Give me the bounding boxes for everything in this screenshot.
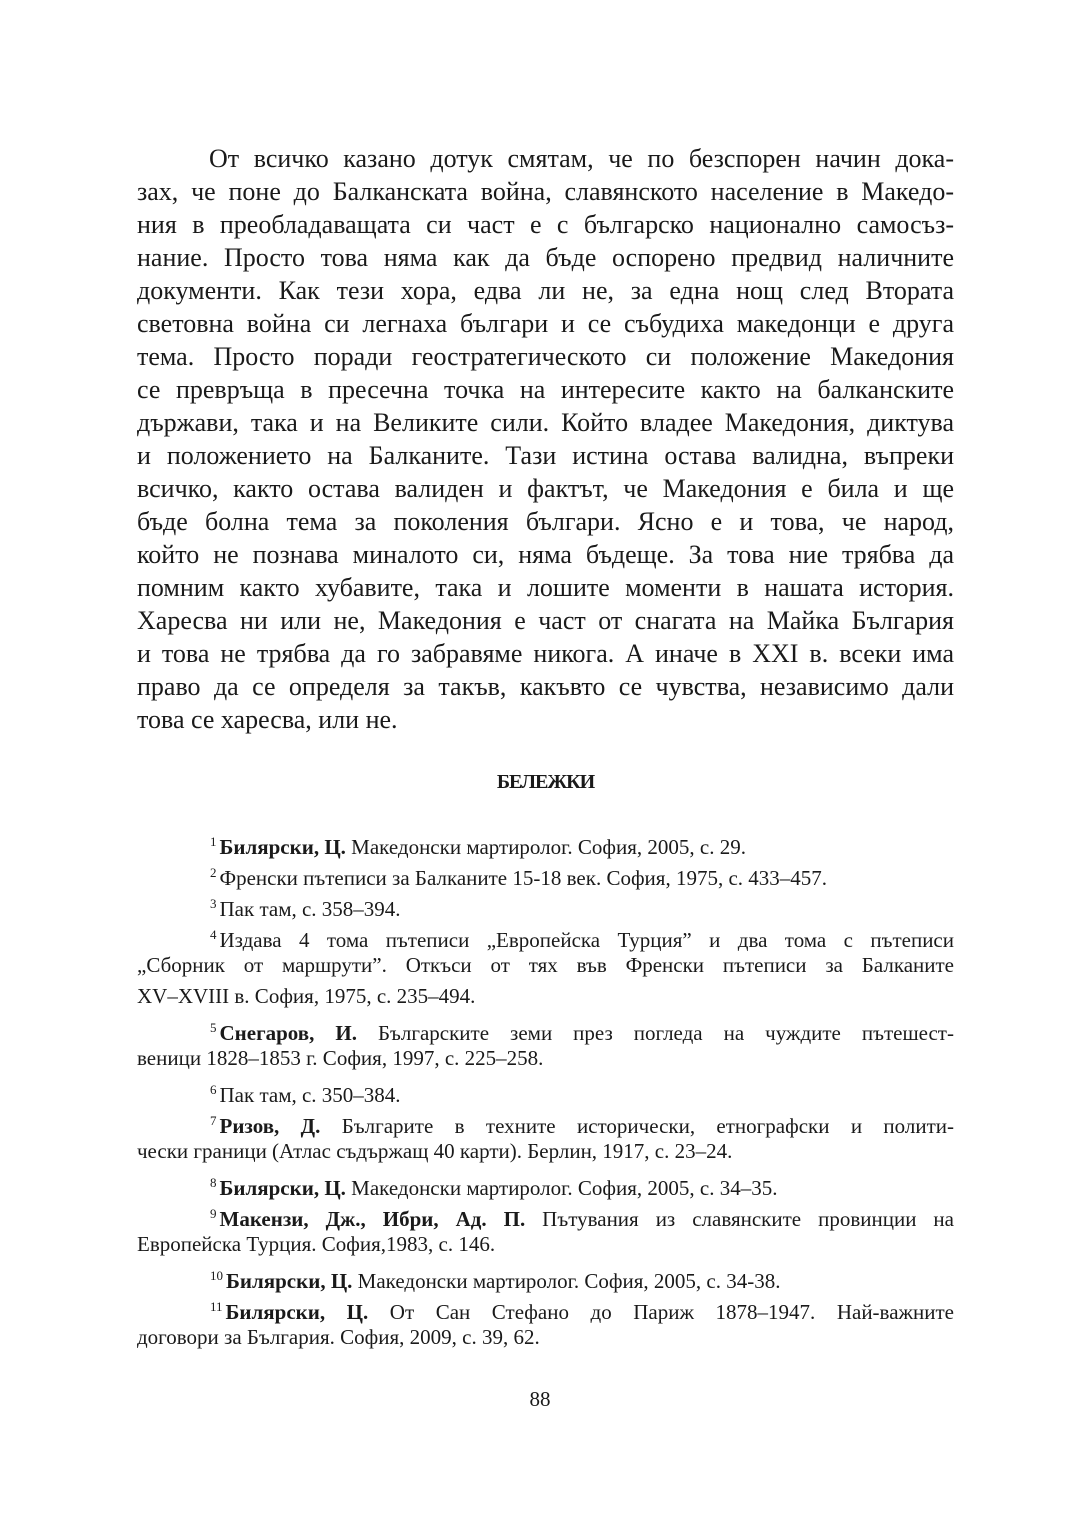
note-item	[137, 1260, 954, 1291]
note-item	[137, 1198, 954, 1229]
note-item	[137, 919, 954, 950]
note-text: Македонски мартиролог. София, 2005, с. 34–35.	[345, 1176, 778, 1200]
paragraph-line: помним както хубавите, така и лошите моменти в нашата история.	[137, 573, 954, 602]
note-author: Билярски, Ц.	[225, 1300, 369, 1324]
note-author: Макензи, Дж., Ибри, Ад. П.	[219, 1207, 526, 1231]
paragraph-line: това се харесва, или не.	[137, 705, 398, 734]
note-author: Ризов, Д.	[219, 1114, 321, 1138]
note-continuation: чески граници (Атлас съдържащ 40 карти). Берлин, 1917, с. 23–24.	[137, 1139, 733, 1163]
note-item	[137, 1167, 954, 1198]
note-author: Билярски, Ц.	[226, 1269, 353, 1293]
note-continuation: Европейска Турция. София,1983, с. 146.	[137, 1232, 496, 1256]
paragraph-line: право да се определя за такъв, какъвто се чувства, независимо дали	[137, 672, 954, 701]
note-number: 11	[210, 1299, 223, 1314]
note-item	[137, 1074, 954, 1105]
note-continuation: договори за България. София, 2009, с. 39, 62.	[137, 1325, 540, 1349]
paragraph-line: и това не трябва да го забравяме никога. А иначе в XXI в. всеки има	[137, 639, 954, 668]
paragraph-line: и положението на Балканите. Тази истина остава валидна, въпреки	[137, 441, 954, 470]
note-author: Снегаров, И.	[219, 1021, 357, 1045]
note-item	[137, 857, 954, 888]
note-number: 1	[210, 834, 217, 849]
note-number: 2	[210, 865, 217, 880]
note-continuation: веници 1828–1853 г. София, 1997, с. 225–258.	[137, 1046, 544, 1070]
paragraph-line: нание. Просто това няма как да бъде оспорено предвид наличните	[137, 243, 954, 272]
note-text: Пак там, с. 358–394.	[219, 897, 401, 921]
note-text: Македонски мартиролог. София, 2005, с. 34-38.	[352, 1269, 781, 1293]
paragraph-line: който не познава миналото си, няма бъдеще. За това ние трябва да	[137, 540, 954, 569]
main-paragraph	[137, 142, 954, 736]
note-text: От Сан Стефано до Париж 1878–1947. Най-важните	[368, 1300, 954, 1324]
note-number: 8	[210, 1175, 217, 1190]
paragraph-line: ния в преобладаващата си част е с българско национално самосъз-	[137, 210, 954, 239]
note-item	[137, 1105, 954, 1136]
note-text: Пътувания из славянските провинции на	[525, 1207, 954, 1231]
note-number: 10	[210, 1268, 223, 1283]
paragraph-line: световна война си легнаха българи и се събудиха македонци е друга	[137, 309, 954, 338]
note-number: 9	[210, 1206, 217, 1221]
paragraph-line: всичко, както остава валиден и фактът, че Македония е била и ще	[137, 474, 954, 503]
note-number: 7	[210, 1113, 217, 1128]
note-continuation: „Сборник от маршрути”. Откъси от тях във Френски пътеписи за Балканите	[137, 953, 954, 977]
note-item	[137, 826, 954, 857]
note-author: Билярски, Ц.	[219, 835, 346, 859]
paragraph-line: зах, че поне до Балканската война, славянското население в Македо-	[137, 177, 954, 206]
note-continuation: XV–XVIII в. София, 1975, с. 235–494.	[137, 984, 476, 1008]
paragraph-line: тема. Просто поради геостратегическото си положение Македония	[137, 342, 954, 371]
note-text: Пак там, с. 350–384.	[219, 1083, 401, 1107]
paragraph-line: бъде болна тема за поколения българи. Ясно е и това, че народ,	[137, 507, 954, 536]
note-text: Българите в техните исторически, етнографски и полити-	[320, 1114, 954, 1138]
note-item	[137, 1291, 954, 1322]
note-number: 6	[210, 1082, 217, 1097]
paragraph-line: се превръща в пресечна точка на интересите както на балканските	[137, 375, 954, 404]
note-number: 3	[210, 896, 217, 911]
note-text: Издава 4 тома пътеписи „Европейска Турция” и два тома с пътеписи	[219, 928, 954, 952]
note-text: Българските земи през погледа на чуждите пътешест-	[356, 1021, 954, 1045]
paragraph-line: От всичко казано дотук смятам, че по безспорен начин дока-	[209, 144, 954, 173]
page-number: 88	[529, 1387, 551, 1411]
note-number: 5	[210, 1020, 217, 1035]
note-number: 4	[210, 927, 217, 942]
paragraph-line: държави, така и на Великите сили. Който владее Македония, диктува	[137, 408, 954, 437]
note-item	[137, 1012, 954, 1043]
note-item	[137, 888, 954, 919]
note-text: Македонски мартиролог. София, 2005, с. 29.	[345, 835, 746, 859]
notes-list	[137, 826, 954, 1353]
notes-heading: БЕЛЕЖКИ	[496, 771, 595, 793]
paragraph-line: Харесва ни или не, Македония е част от снагата на Майка България	[137, 606, 954, 635]
paragraph-line: документи. Как тези хора, едва ли не, за една нощ след Втората	[137, 276, 954, 305]
note-text: Френски пътеписи за Балканите 15-18 век. София, 1975, с. 433–457.	[219, 866, 828, 890]
note-author: Билярски, Ц.	[219, 1176, 346, 1200]
